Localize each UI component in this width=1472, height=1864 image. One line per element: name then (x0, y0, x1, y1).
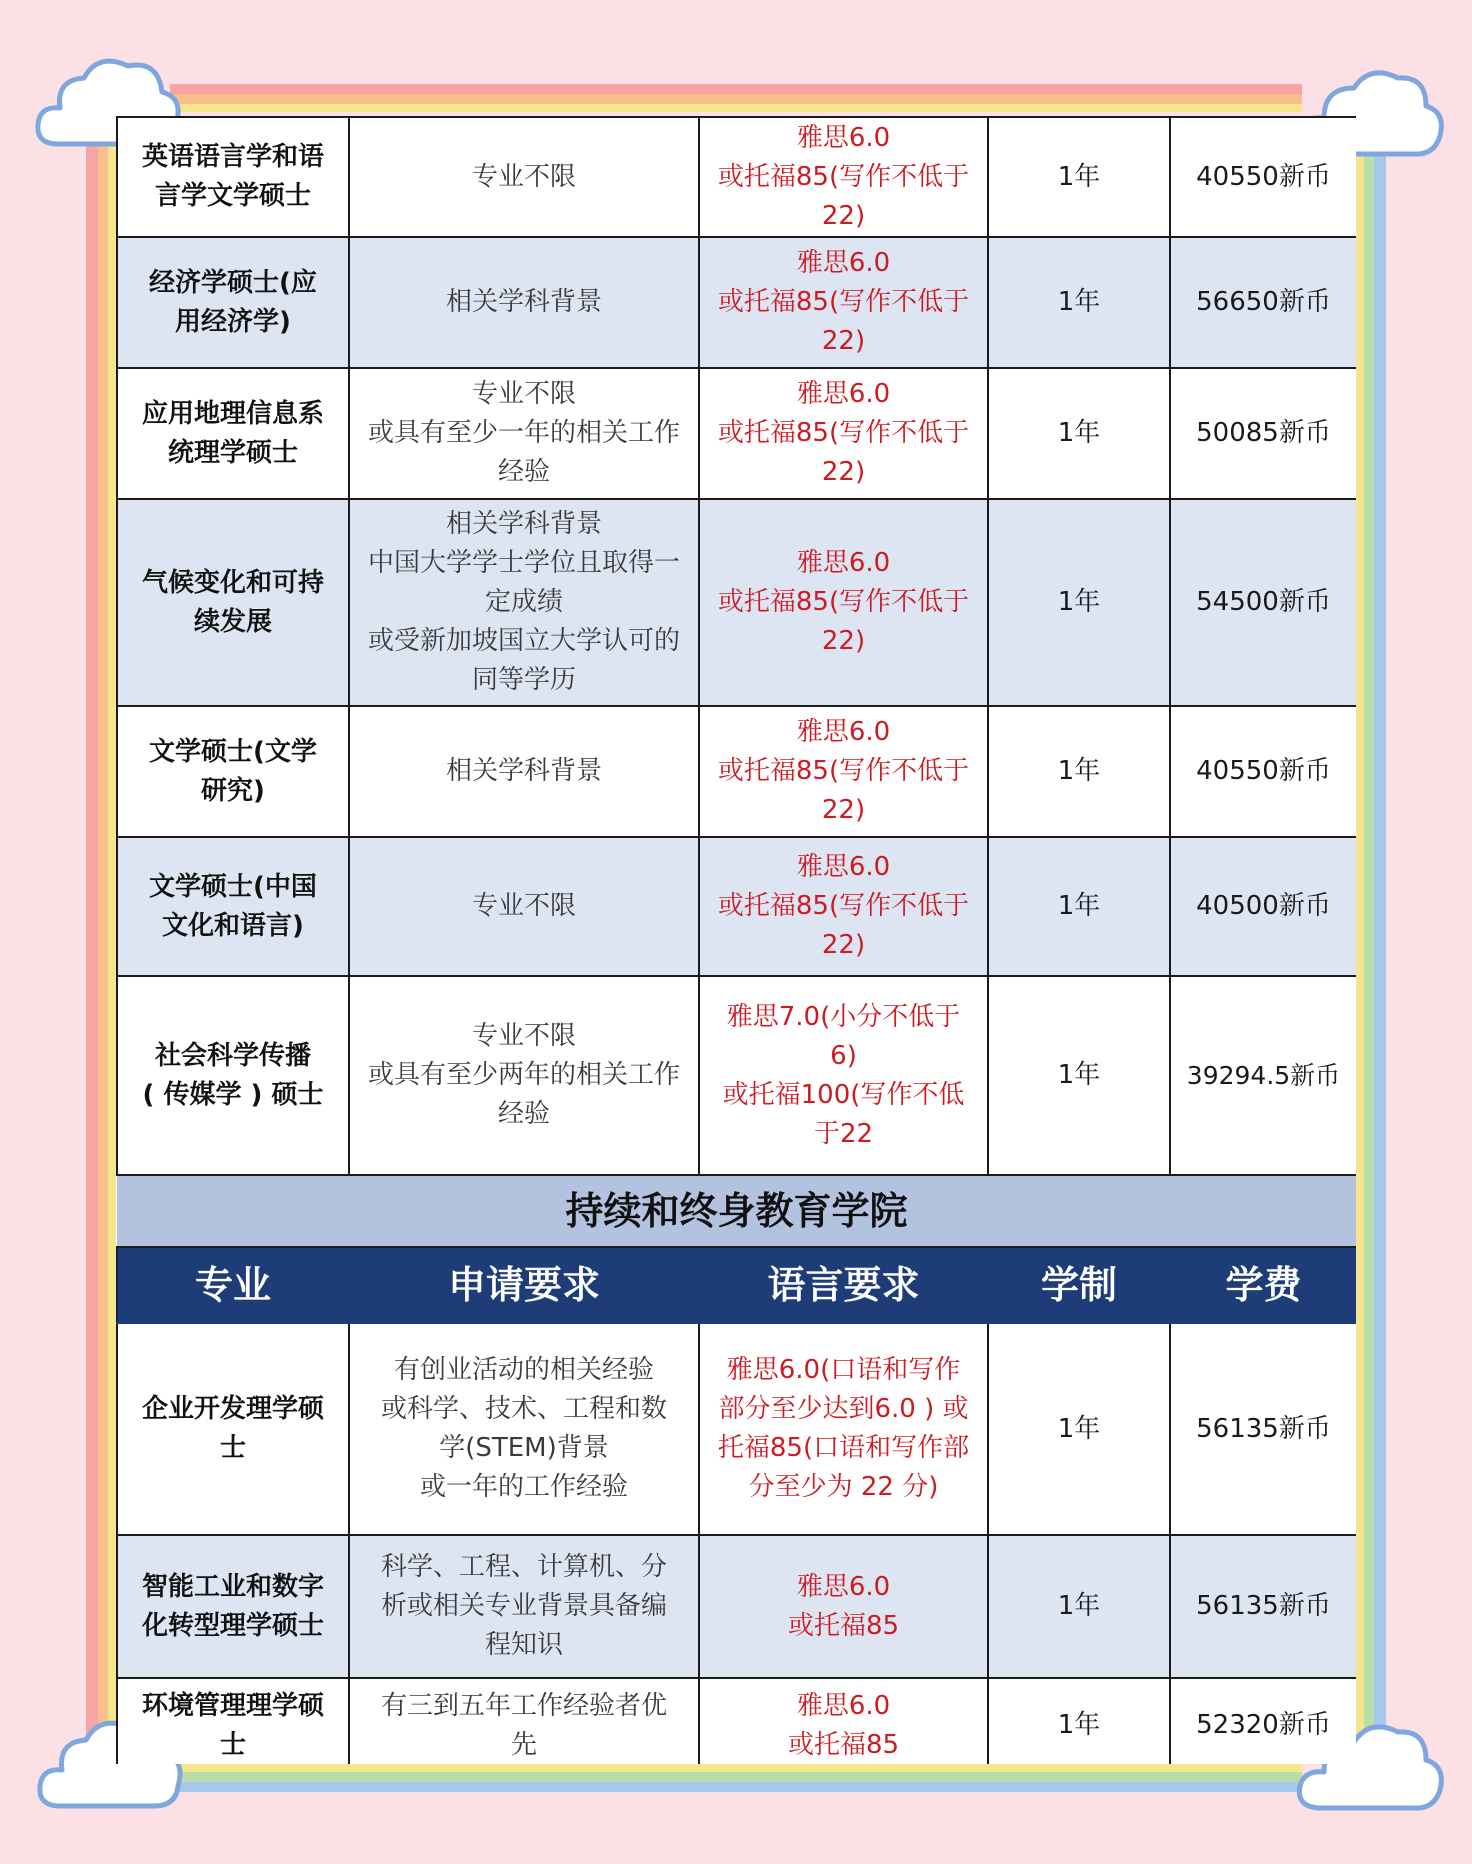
frame-stripe-bottom-yellow (170, 1764, 1302, 1772)
table-row (117, 499, 1356, 706)
table-row (117, 117, 1356, 237)
program-name: 企业开发理学硕 士 (117, 1323, 349, 1535)
language-requirement: 雅思6.0 或托福85(写作不低于 22) (699, 706, 988, 837)
duration: 1年 (988, 706, 1170, 837)
table-row (117, 1678, 1356, 1764)
application-requirement: 相关学科背景 中国大学学士学位且取得一 定成绩 或受新加坡国立大学认可的 同等学历 (349, 499, 699, 706)
table-row (117, 1535, 1356, 1678)
tuition-fee: 52320新币 (1170, 1678, 1356, 1764)
application-requirement: 专业不限 或具有至少两年的相关工作 经验 (349, 976, 699, 1175)
frame-stripe-top-red (170, 84, 1302, 94)
section-title: 持续和终身教育学院 (117, 1175, 1356, 1247)
frame-stripe-top-orange (170, 94, 1302, 104)
table-row (117, 976, 1356, 1175)
duration: 1年 (988, 117, 1170, 237)
document-sheet (116, 116, 1356, 1764)
language-requirement: 雅思6.0 或托福85 (699, 1535, 988, 1678)
section-band (117, 1175, 1356, 1247)
program-name: 经济学硕士(应 用经济学) (117, 237, 349, 368)
frame-stripe-left-red (86, 120, 98, 1780)
frame-stripe-bottom-green (170, 1772, 1302, 1782)
table-row (117, 837, 1356, 976)
language-requirement: 雅思6.0 或托福85(写作不低于 22) (699, 368, 988, 499)
application-requirement: 有创业活动的相关经验 或科学、技术、工程和数 学(STEM)背景 或一年的工作经验 (349, 1323, 699, 1535)
tuition-fee: 56650新币 (1170, 237, 1356, 368)
tuition-fee: 56135新币 (1170, 1535, 1356, 1678)
application-requirement: 专业不限 (349, 837, 699, 976)
application-requirement: 相关学科背景 (349, 706, 699, 837)
tuition-fee: 56135新币 (1170, 1323, 1356, 1535)
application-requirement: 专业不限 (349, 117, 699, 237)
duration: 1年 (988, 499, 1170, 706)
table-header-row (117, 1247, 1356, 1323)
language-requirement: 雅思6.0 或托福85 (699, 1678, 988, 1764)
program-name: 环境管理理学硕 士 (117, 1678, 349, 1764)
program-name: 社会科学传播 ( 传媒学 ) 硕士 (117, 976, 349, 1175)
table-row (117, 368, 1356, 499)
frame-stripe-left-yellow (108, 120, 116, 1780)
frame-stripe-right-blue (1374, 120, 1386, 1780)
tuition-fee: 50085新币 (1170, 368, 1356, 499)
tuition-fee: 39294.5新币 (1170, 976, 1356, 1175)
duration: 1年 (988, 368, 1170, 499)
program-name: 智能工业和数字 化转型理学硕士 (117, 1535, 349, 1678)
application-requirement: 相关学科背景 (349, 237, 699, 368)
program-name: 气候变化和可持 续发展 (117, 499, 349, 706)
header-language: 语言要求 (699, 1247, 988, 1323)
language-requirement: 雅思6.0 或托福85(写作不低于 22) (699, 499, 988, 706)
application-requirement: 专业不限 或具有至少一年的相关工作 经验 (349, 368, 699, 499)
duration: 1年 (988, 837, 1170, 976)
table-row (117, 706, 1356, 837)
header-fee: 学费 (1170, 1247, 1356, 1323)
duration: 1年 (988, 237, 1170, 368)
duration: 1年 (988, 1535, 1170, 1678)
application-requirement: 有三到五年工作经验者优 先 (349, 1678, 699, 1764)
frame-stripe-bottom-blue (170, 1782, 1302, 1792)
program-name: 文学硕士(中国 文化和语言) (117, 837, 349, 976)
frame-stripe-right-yellow (1356, 120, 1364, 1780)
tuition-fee: 40500新币 (1170, 837, 1356, 976)
table-row (117, 1323, 1356, 1535)
frame-stripe-left-orange (98, 120, 108, 1780)
language-requirement: 雅思7.0(小分不低于 6) 或托福100(写作不低 于22 (699, 976, 988, 1175)
frame-stripe-right-green (1364, 120, 1374, 1780)
tuition-fee: 40550新币 (1170, 706, 1356, 837)
language-requirement: 雅思6.0(口语和写作 部分至少达到6.0 ) 或 托福85(口语和写作部 分至少为 22 分) (699, 1323, 988, 1535)
program-table (116, 116, 1356, 1764)
language-requirement: 雅思6.0 或托福85(写作不低于 22) (699, 837, 988, 976)
header-duration: 学制 (988, 1247, 1170, 1323)
duration: 1年 (988, 1678, 1170, 1764)
language-requirement: 雅思6.0 或托福85(写作不低于 22) (699, 117, 988, 237)
table-row (117, 237, 1356, 368)
frame-stripe-top-yellow (170, 104, 1302, 112)
header-requirement: 申请要求 (349, 1247, 699, 1323)
duration: 1年 (988, 1323, 1170, 1535)
language-requirement: 雅思6.0 或托福85(写作不低于 22) (699, 237, 988, 368)
program-name: 英语语言学和语 言学文学硕士 (117, 117, 349, 237)
tuition-fee: 54500新币 (1170, 499, 1356, 706)
duration: 1年 (988, 976, 1170, 1175)
program-name: 应用地理信息系 统理学硕士 (117, 368, 349, 499)
tuition-fee: 40550新币 (1170, 117, 1356, 237)
program-name: 文学硕士(文学 研究) (117, 706, 349, 837)
header-program: 专业 (117, 1247, 349, 1323)
application-requirement: 科学、工程、计算机、分 析或相关专业背景具备编 程知识 (349, 1535, 699, 1678)
